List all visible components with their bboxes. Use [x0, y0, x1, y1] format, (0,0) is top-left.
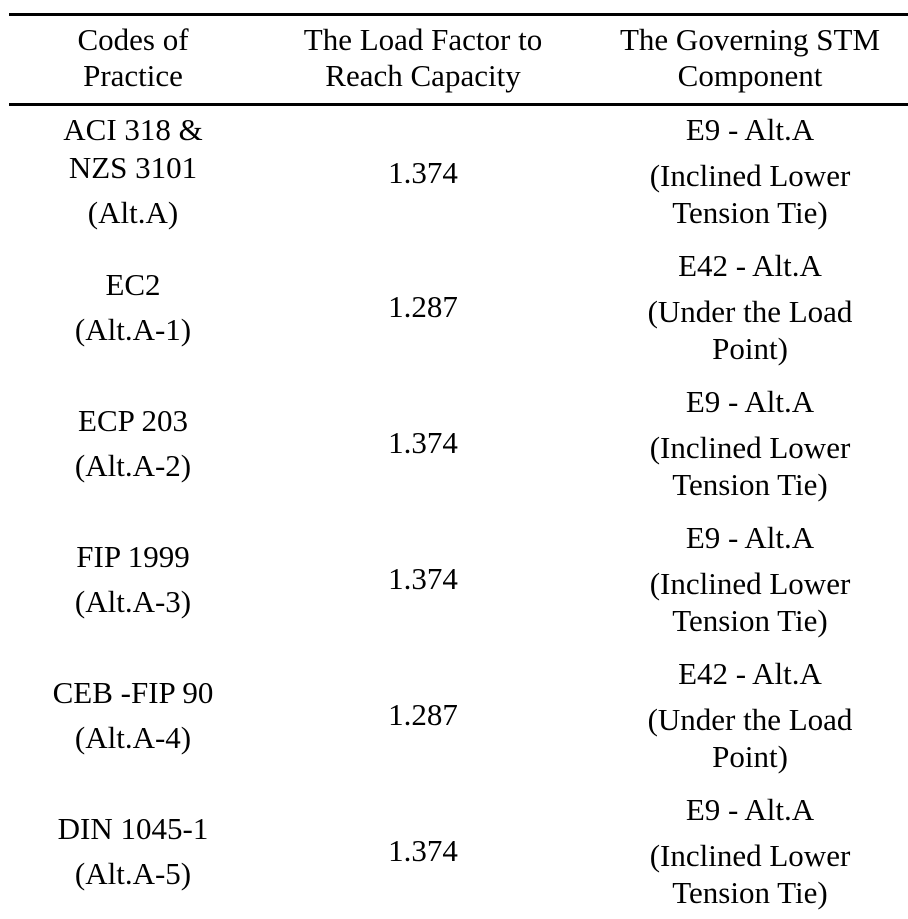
- load-factor-cell: 1.287: [388, 289, 458, 324]
- component-cell: (Under the Load: [647, 294, 853, 329]
- component-cell: (Under the Load: [647, 702, 853, 737]
- component-cell: (Inclined Lower: [649, 158, 851, 193]
- code-cell: EC2: [105, 267, 161, 302]
- component-cell: E9 - Alt.A: [685, 520, 815, 555]
- load-factor-cell: 1.374: [388, 155, 458, 190]
- code-cell: ECP 203: [78, 403, 188, 438]
- load-factor-cell: 1.374: [388, 833, 458, 868]
- component-cell: E9 - Alt.A: [685, 112, 815, 147]
- code-cell: DIN 1045-1: [57, 811, 209, 846]
- code-cell: CEB -FIP 90: [52, 675, 214, 710]
- code-cell: (Alt.A-1): [74, 312, 192, 347]
- header-codes-line2: Practice: [83, 58, 183, 93]
- table-top-rule: [9, 13, 908, 16]
- code-cell: FIP 1999: [76, 539, 190, 574]
- component-cell: E42 - Alt.A: [678, 656, 822, 691]
- component-cell: Tension Tie): [672, 603, 828, 638]
- code-cell: (Alt.A): [87, 195, 179, 230]
- code-cell: ACI 318 &: [63, 112, 203, 147]
- header-component-line1: The Governing STM: [619, 22, 881, 57]
- component-cell: Tension Tie): [672, 875, 828, 910]
- component-cell: E9 - Alt.A: [685, 792, 815, 827]
- component-cell: Tension Tie): [672, 467, 828, 502]
- header-codes-line1: Codes of: [77, 22, 189, 57]
- component-cell: E42 - Alt.A: [678, 248, 822, 283]
- code-cell: (Alt.A-5): [74, 856, 192, 891]
- component-cell: (Inclined Lower: [649, 430, 851, 465]
- load-factor-cell: 1.374: [388, 425, 458, 460]
- code-cell: (Alt.A-4): [74, 720, 192, 755]
- code-cell: (Alt.A-2): [74, 448, 192, 483]
- header-load-line2: Reach Capacity: [325, 58, 521, 93]
- table-header-rule: [9, 103, 908, 106]
- load-factor-cell: 1.374: [388, 561, 458, 596]
- component-cell: (Inclined Lower: [649, 838, 851, 873]
- code-cell: NZS 3101: [68, 150, 198, 185]
- component-cell: E9 - Alt.A: [685, 384, 815, 419]
- load-factor-cell: 1.287: [388, 697, 458, 732]
- component-cell: Point): [712, 739, 788, 774]
- header-load-line1: The Load Factor to: [303, 22, 543, 57]
- component-cell: Tension Tie): [672, 195, 828, 230]
- component-cell: Point): [712, 331, 788, 366]
- component-cell: (Inclined Lower: [649, 566, 851, 601]
- header-component-line2: Component: [677, 58, 823, 93]
- code-cell: (Alt.A-3): [74, 584, 192, 619]
